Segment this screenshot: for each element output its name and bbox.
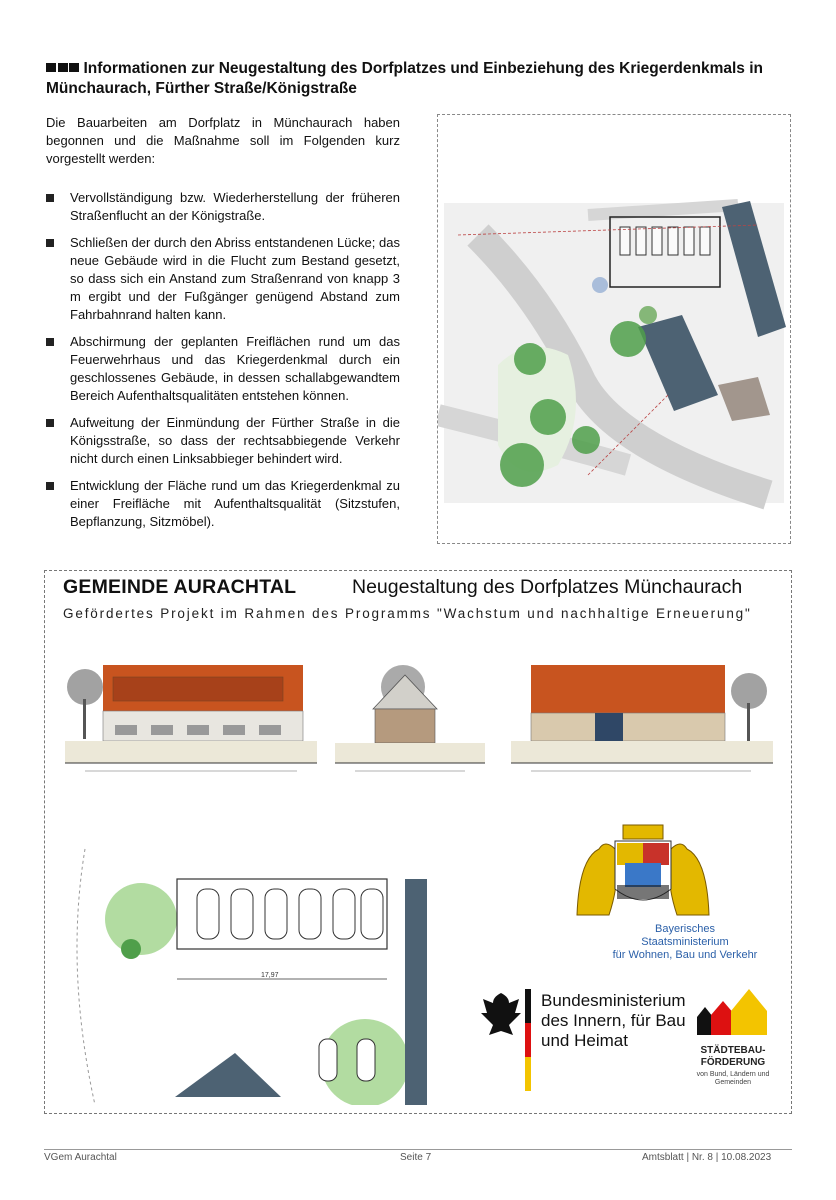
dimension-label: 17,97 bbox=[261, 972, 279, 979]
elevation-north-svg bbox=[511, 659, 773, 791]
bullet-square-icon bbox=[46, 482, 54, 490]
article-heading bbox=[46, 59, 786, 99]
elevation-west-drawing bbox=[335, 659, 485, 791]
bullet-item: Aufweitung der Einmündung der Fürther Straße in die Königsstraße, so dass der rechtsabbiegende Verkehr nicht durch einen Linksabbieger behindert wird. bbox=[46, 414, 400, 468]
footer-right: Amtsblatt | Nr. 8 | 10.08.2023 bbox=[642, 1152, 772, 1163]
intro-paragraph: Die Bauarbeiten am Dorfplatz in Münchaurach haben begonnen und die Maßnahme soll im Folgenden kurz vorgestellt werden: bbox=[46, 115, 400, 166]
coat-of-arms-svg bbox=[569, 819, 717, 921]
bullet-item: Vervollständigung bzw. Wiederherstellung der früheren Straßenflucht an der Königstraße. bbox=[46, 189, 400, 225]
german-flag-bar bbox=[525, 989, 531, 1091]
staedtebau-sublabel: von Bund, Ländern und Gemeinden bbox=[696, 1071, 770, 1086]
heading-marker-icon bbox=[46, 59, 81, 79]
bullet-square-icon bbox=[46, 239, 54, 247]
floor-plan-svg bbox=[65, 829, 485, 1105]
bullet-item: Entwicklung der Fläche rund um das Kriegerdenkmal zu einer Freifläche mit Aufenthaltsqualität (Sitzstufen, Bepflanzung, Sitzmöbel). bbox=[46, 477, 400, 531]
federal-ministry-label: Bundesministerium des Innern, für Bau und Heimat bbox=[541, 991, 686, 1050]
bullet-list bbox=[46, 189, 400, 540]
elevation-south-svg bbox=[65, 659, 317, 791]
bavaria-coat-of-arms-image bbox=[569, 819, 717, 921]
footer-left: VGem Aurachtal bbox=[44, 1152, 117, 1163]
heading-text: Informationen zur Neugestaltung des Dorfplatzes und Einbeziehung des Kriegerdenkmals in Münchaurach, Fürther Straße/Königstraße bbox=[46, 60, 764, 97]
bullet-square-icon bbox=[46, 338, 54, 346]
bullet-square-icon bbox=[46, 419, 54, 427]
eagle-svg bbox=[479, 989, 523, 1089]
bullet-square-icon bbox=[46, 194, 54, 202]
bavaria-ministry-label: Bayerisches Staatsministerium für Wohnen, Bau und Verkehr bbox=[612, 923, 758, 961]
site-plan-drawing bbox=[438, 115, 790, 543]
elevation-north-drawing bbox=[511, 659, 773, 791]
poster-title: Neugestaltung des Dorfplatzes Münchaurach bbox=[352, 576, 743, 598]
site-plan-image bbox=[437, 114, 791, 544]
footer-page-number: Seite 7 bbox=[400, 1152, 432, 1163]
houses-svg bbox=[697, 987, 773, 1039]
footer-divider bbox=[44, 1149, 792, 1150]
poster-subtitle: Gefördertes Projekt im Rahmen des Programms "Wachstum und nachhaltige Erneuerung" bbox=[63, 606, 752, 621]
bullet-item: Schließen der durch den Abriss entstandenen Lücke; das neue Gebäude wird in die Flucht zum Bestand gesetzt, so dass sich ein Anstand zum Straßenrand von knapp 3 m ergibt und der Fußgänger genügend Abstand zum Fahrbahnrand halten kann. bbox=[46, 234, 400, 324]
project-poster bbox=[44, 570, 792, 1114]
federal-eagle-logo bbox=[479, 989, 523, 1089]
elevation-south-drawing bbox=[65, 659, 317, 791]
staedtebau-houses-icon bbox=[697, 987, 773, 1039]
poster-organization: GEMEINDE AURACHTAL bbox=[63, 576, 297, 598]
floor-plan-drawing bbox=[65, 829, 485, 1105]
staedtebau-label: STÄDTEBAU- FÖRDERUNG bbox=[700, 1045, 766, 1068]
bullet-item: Abschirmung der geplanten Freiflächen rund um das Feuerwehrhaus und das Kriegerdenkmal durch ein geschlossenes Gebäude, in dessen schallabgewandtem Bereich Aufenthaltsqualitäten entstehen können. bbox=[46, 333, 400, 405]
elevation-west-svg bbox=[335, 659, 485, 791]
